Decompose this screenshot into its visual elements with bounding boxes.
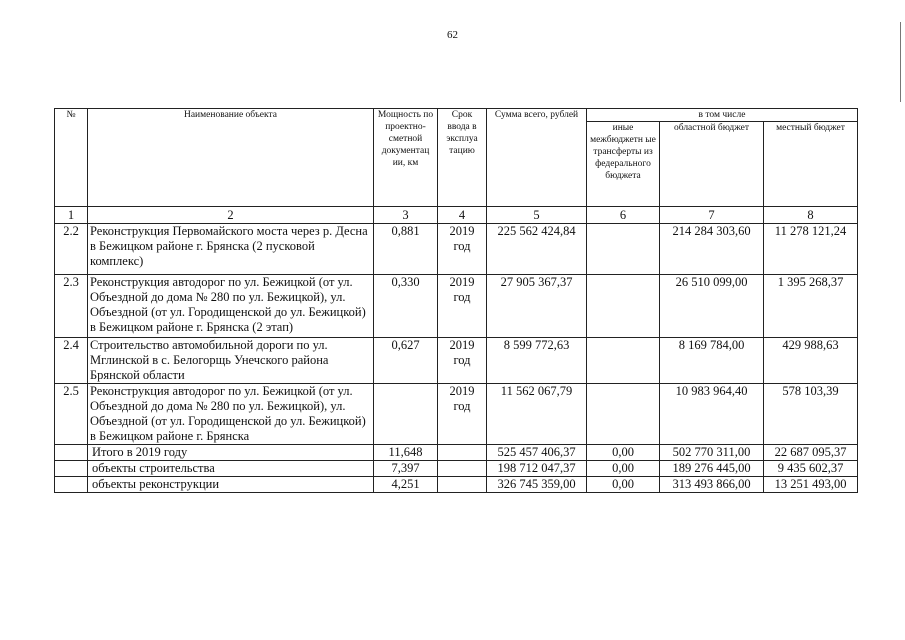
total-local: 13 251 493,00: [764, 477, 858, 493]
row-federal: [587, 384, 660, 445]
total-regional: 189 276 445,00: [660, 461, 764, 477]
header-regional: областной бюджет: [660, 122, 764, 207]
header-num: №: [55, 109, 88, 207]
row-federal: [587, 275, 660, 338]
row-term: 2019 год: [438, 224, 487, 275]
header-name: Наименование объекта: [88, 109, 374, 207]
total-term: [438, 445, 487, 461]
total-term: [438, 461, 487, 477]
total-regional: 502 770 311,00: [660, 445, 764, 461]
page-number: 62: [447, 29, 458, 41]
row-sum: 11 562 067,79: [487, 384, 587, 445]
total-term: [438, 477, 487, 493]
column-number: 5: [487, 207, 587, 224]
row-capacity: 0,627: [374, 338, 438, 384]
row-regional: 8 169 784,00: [660, 338, 764, 384]
header-local: местный бюджет: [764, 122, 858, 207]
total-regional: 313 493 866,00: [660, 477, 764, 493]
header-capacity: Мощность по проектно-сметной документац ии, км: [374, 109, 438, 207]
row-term: 2019 год: [438, 384, 487, 445]
total-federal: 0,00: [587, 445, 660, 461]
row-local: 11 278 121,24: [764, 224, 858, 275]
header-term: Срок ввода в эксплуа тацию: [438, 109, 487, 207]
total-capacity: 4,251: [374, 477, 438, 493]
total-federal: 0,00: [587, 477, 660, 493]
subtotal-row-construction: [55, 461, 858, 477]
total-local: 22 687 095,37: [764, 445, 858, 461]
table-row: [55, 384, 858, 445]
table-row: [55, 224, 858, 275]
column-number: 1: [55, 207, 88, 224]
row-term: 2019 год: [438, 338, 487, 384]
table-row: [55, 275, 858, 338]
objects-table: [54, 108, 858, 493]
header-including: в том числе: [587, 109, 858, 122]
row-name: Реконструкция автодорог по ул. Бежицкой (от ул. Объездной до дома № 280 по ул. Бежицкой), ул. Объездной (от ул. Городищенской до ул. Бежицкой) в Бежицком районе г. Брянска: [88, 384, 374, 445]
total-capacity: 7,397: [374, 461, 438, 477]
row-federal: [587, 338, 660, 384]
column-numbers-row: [55, 207, 858, 224]
row-num: 2.2: [55, 224, 88, 275]
row-num: 2.5: [55, 384, 88, 445]
row-regional: 10 983 964,40: [660, 384, 764, 445]
header-federal: иные межбюджетн ые трансферты из федерального бюджета: [587, 122, 660, 207]
row-local: 429 988,63: [764, 338, 858, 384]
row-capacity: [374, 384, 438, 445]
total-name: Итого в 2019 году: [88, 445, 374, 461]
header-sum: Сумма всего, рублей: [487, 109, 587, 207]
column-number: 8: [764, 207, 858, 224]
column-number: 3: [374, 207, 438, 224]
total-sum: 198 712 047,37: [487, 461, 587, 477]
row-name: Строительство автомобильной дороги по ул. Мглинской в с. Белогорщь Унечского района Брянской области: [88, 338, 374, 384]
row-sum: 8 599 772,63: [487, 338, 587, 384]
total-name: объекты строительства: [88, 461, 374, 477]
row-capacity: 0,330: [374, 275, 438, 338]
column-number: 2: [88, 207, 374, 224]
row-regional: 214 284 303,60: [660, 224, 764, 275]
total-row: [55, 445, 858, 461]
row-num: 2.4: [55, 338, 88, 384]
row-term: 2019 год: [438, 275, 487, 338]
total-capacity: 11,648: [374, 445, 438, 461]
page-edge-line: [900, 22, 901, 102]
column-number: 7: [660, 207, 764, 224]
row-sum: 225 562 424,84: [487, 224, 587, 275]
row-num-empty: [55, 461, 88, 477]
row-name: Реконструкция Первомайского моста через р. Десна в Бежицком районе г. Брянска (2 пусковой комплекс): [88, 224, 374, 275]
row-local: 578 103,39: [764, 384, 858, 445]
row-num-empty: [55, 445, 88, 461]
total-name: объекты реконструкции: [88, 477, 374, 493]
total-local: 9 435 602,37: [764, 461, 858, 477]
subtotal-row-reconstruction: [55, 477, 858, 493]
row-regional: 26 510 099,00: [660, 275, 764, 338]
row-name: Реконструкция автодорог по ул. Бежицкой (от ул. Объездной до дома № 280 по ул. Бежицкой), ул. Объездной (от ул. Городищенской до ул. Бежицкой) в Бежицком районе г. Брянска (2 этап): [88, 275, 374, 338]
total-federal: 0,00: [587, 461, 660, 477]
total-sum: 326 745 359,00: [487, 477, 587, 493]
column-number: 4: [438, 207, 487, 224]
row-capacity: 0,881: [374, 224, 438, 275]
row-federal: [587, 224, 660, 275]
row-local: 1 395 268,37: [764, 275, 858, 338]
total-sum: 525 457 406,37: [487, 445, 587, 461]
column-number: 6: [587, 207, 660, 224]
row-num-empty: [55, 477, 88, 493]
row-sum: 27 905 367,37: [487, 275, 587, 338]
row-num: 2.3: [55, 275, 88, 338]
table-row: [55, 338, 858, 384]
